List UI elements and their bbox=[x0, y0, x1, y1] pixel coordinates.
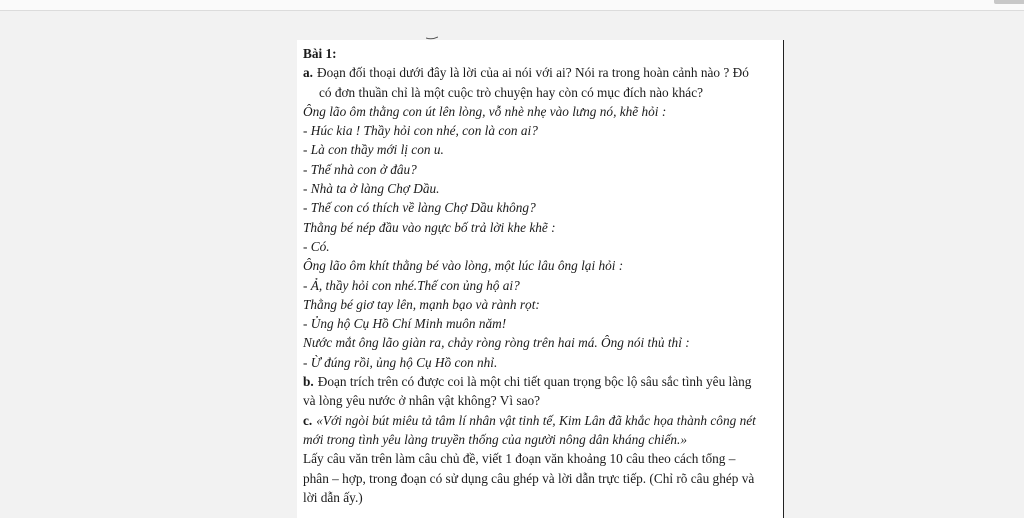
part-c-label: c. bbox=[303, 412, 313, 428]
dialogue-line: - Húc kia ! Thầy hỏi con nhé, con là con ai? bbox=[303, 123, 538, 139]
part-a-question-line-2: có đơn thuần chỉ là một cuộc trò chuyện hay còn có mục đích nào khác? bbox=[319, 84, 704, 100]
document-page bbox=[297, 40, 784, 518]
dialogue-line: - Là con thầy mới lị con u. bbox=[303, 142, 444, 158]
dialogue-line: Thằng bé giơ tay lên, mạnh bạo và rành rọt: bbox=[303, 296, 540, 312]
dialogue-line: - Ừ đúng rồi, ủng hộ Cụ Hồ con nhỉ. bbox=[303, 354, 498, 370]
part-a-question-line-1 bbox=[303, 63, 779, 82]
window-corner-tab[interactable] bbox=[994, 0, 1024, 4]
dialogue-line: - Thế con có thích về làng Chợ Dầu không? bbox=[303, 200, 536, 216]
exercise-content bbox=[303, 44, 779, 507]
part-c-quote-line-2: mới trong tình yêu làng truyền thống của người nông dân kháng chiến.» bbox=[303, 431, 687, 447]
dialogue-line: - Nhà ta ở làng Chợ Dầu. bbox=[303, 181, 440, 197]
dialogue-line: - Thế nhà con ở đâu? bbox=[303, 161, 417, 177]
dialogue-line: Nước mắt ông lão giàn ra, chảy ròng ròng trên hai má. Ông nói thủ thỉ : bbox=[303, 335, 690, 351]
part-a-question-text-1: Đoạn đối thoại dưới đây là lời của ai nói với ai? Nói ra trong hoàn cảnh nào ? Đó bbox=[316, 65, 749, 81]
part-c-task-line-2: phân – hợp, trong đoạn có sử dụng câu ghép và lời dẫn trực tiếp. (Chỉ rõ câu ghép và bbox=[303, 470, 755, 486]
dialogue-line: Thằng bé nép đầu vào ngực bố trả lời khe khẽ : bbox=[303, 219, 556, 235]
exercise-title: Bài 1: bbox=[303, 46, 337, 61]
dialogue-line: Ông lão ôm thằng con út lên lòng, vỗ nhè nhẹ vào lưng nó, khẽ hỏi : bbox=[303, 103, 667, 119]
dialogue-line: - Ả, thầy hỏi con nhé.Thế con ủng hộ ai? bbox=[303, 277, 520, 293]
dialogue-line: Ông lão ôm khít thằng bé vào lòng, một lúc lâu ông lại hỏi : bbox=[303, 258, 624, 274]
top-bar bbox=[0, 0, 1024, 11]
dialogue-line: - Ủng hộ Cụ Hồ Chí Minh muôn năm! bbox=[303, 316, 507, 332]
part-c-task-line-3: lời dẫn ấy.) bbox=[303, 489, 363, 505]
part-c-line-1 bbox=[303, 411, 779, 430]
part-c-task-line-1: Lấy câu văn trên làm câu chủ đề, viết 1 đoạn văn khoảng 10 câu theo cách tổng – bbox=[303, 451, 736, 467]
part-c-quote-1: «Với ngòi bút miêu tả tâm lí nhân vật tinh tế, Kim Lân đã khắc họa thành công nét bbox=[316, 412, 756, 428]
part-b-line-2: và lòng yêu nước ở nhân vật không? Vì sao? bbox=[303, 393, 541, 409]
part-b-label: b. bbox=[303, 374, 314, 390]
scan-mark bbox=[426, 36, 438, 40]
part-a-label: a. bbox=[303, 65, 313, 81]
dialogue-line: - Có. bbox=[303, 238, 330, 254]
part-b-text-1: Đoạn trích trên có được coi là một chi tiết quan trọng bộc lộ sâu sắc tình yêu làng bbox=[317, 374, 752, 390]
part-b-line-1 bbox=[303, 372, 779, 391]
